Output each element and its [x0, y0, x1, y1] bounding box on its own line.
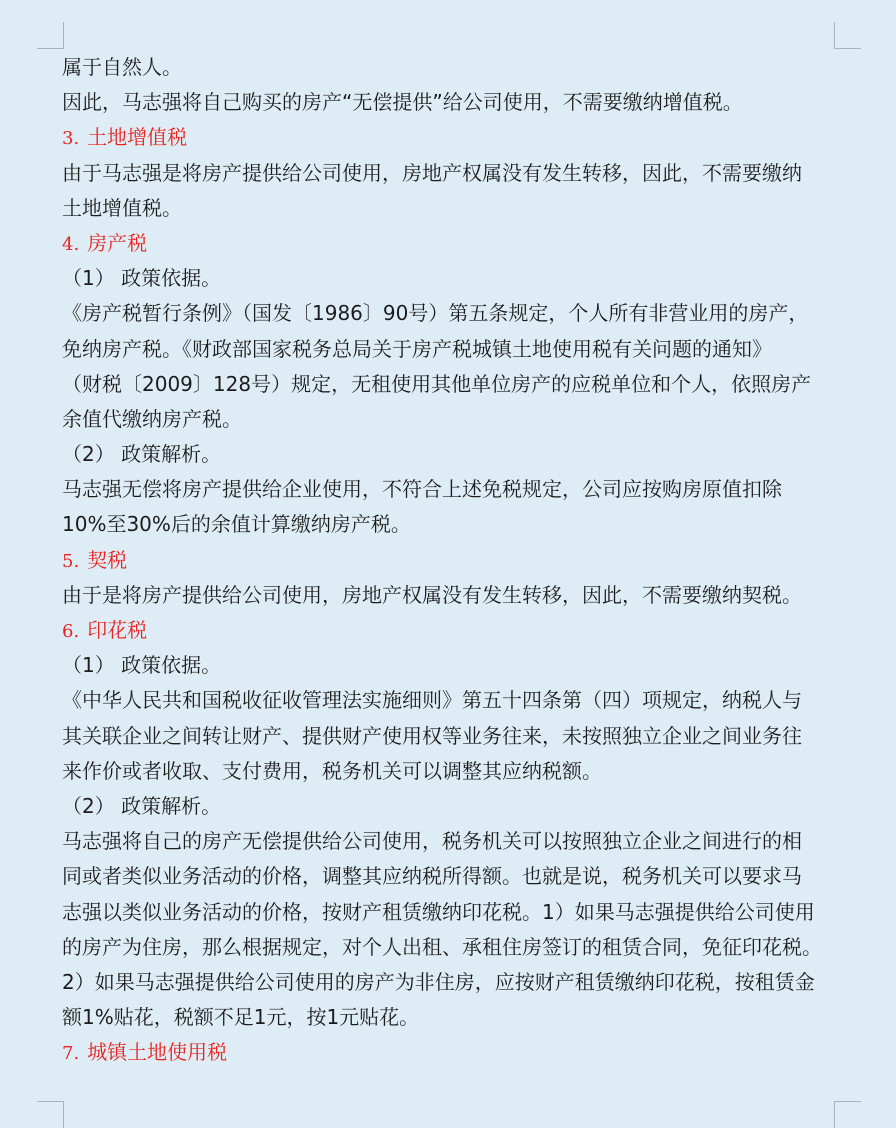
heading-number: 7. [62, 1043, 80, 1065]
body-line: 《中华人民共和国税收征收管理法实施细则》第五十四条第（四）项规定，纳税人与 [62, 688, 802, 713]
body-line: （2） 政策解析。 [62, 793, 222, 818]
body-line: 由于马志强是将房产提供给公司使用，房地产权属没有发生转移，因此，不需要缴纳 [62, 160, 802, 185]
body-line: 由于是将房产提供给公司使用，房地产权属没有发生转移，因此，不需要缴纳契税。 [62, 582, 802, 607]
heading-text: 房产税 [87, 230, 148, 255]
heading-number: 4. [62, 233, 80, 255]
heading-text: 土地增值税 [87, 125, 188, 150]
section-heading-property-tax [62, 226, 842, 261]
section-heading-deed-tax [62, 543, 842, 578]
section-heading-stamp-tax [62, 613, 842, 648]
heading-number: 3. [62, 128, 80, 150]
crop-mark-top-right [834, 22, 861, 49]
body-line: 免纳房产税。《财政部国家税务总局关于房产税城镇土地使用税有关问题的通知》 [62, 336, 772, 361]
section-heading-urban-land-use-tax [62, 1035, 842, 1070]
body-line: 2）如果马志强提供给公司使用的房产为非住房，应按财产租赁缴纳印花税，按租赁金 [62, 969, 815, 994]
heading-number: 6. [62, 621, 80, 642]
body-line: 来作价或者收取、支付费用，税务机关可以调整其应纳税额。 [62, 758, 602, 783]
body-line: 同或者类似业务活动的价格，调整其应纳税所得额。也就是说，税务机关可以要求马 [62, 864, 802, 889]
body-line: 10%至30%后的余值计算缴纳房产税。 [62, 512, 411, 537]
body-line: 额1%贴花，税额不足1元，按1元贴花。 [62, 1005, 420, 1030]
body-line: 马志强将自己的房产无偿提供给公司使用，税务机关可以按照独立企业之间进行的相 [62, 829, 802, 854]
body-line: （2） 政策解析。 [62, 442, 222, 467]
body-line: 因此，马志强将自己购买的房产“无偿提供”给公司使用，不需要缴纳增值税。 [62, 90, 743, 115]
body-line: 志强以类似业务活动的价格，按财产租赁缴纳印花税。1）如果马志强提供给公司使用 [62, 899, 815, 924]
heading-number: 5. [62, 550, 80, 572]
body-line: （财税〔2009〕128号）规定，无租使用其他单位房产的应税单位和个人，依照房产 [62, 371, 812, 396]
body-line: （1） 政策依据。 [62, 653, 222, 678]
crop-mark-bottom-left [37, 1101, 64, 1128]
heading-text: 城镇土地使用税 [87, 1040, 228, 1065]
body-line: 马志强无偿将房产提供给企业使用，不符合上述免税规定，公司应按购房原值扣除 [62, 477, 782, 502]
heading-text: 契税 [87, 547, 128, 572]
document-body[interactable] [62, 50, 842, 1070]
section-heading-land-value-added-tax [62, 120, 842, 155]
body-line: 属于自然人。 [62, 55, 182, 79]
body-line: 其关联企业之间转让财产、提供财产使用权等业务往来，未按照独立企业之间业务往 [62, 723, 802, 748]
heading-text: 印花税 [87, 618, 148, 642]
body-line: 土地增值税。 [62, 195, 182, 220]
crop-mark-bottom-right [834, 1101, 861, 1128]
body-line: 的房产为住房，那么根据规定，对个人出租、承租住房签订的租赁合同，免征印花税。 [62, 934, 822, 959]
body-line: （1） 政策依据。 [62, 266, 222, 291]
crop-mark-top-left [37, 22, 64, 49]
body-line: 余值代缴纳房产税。 [62, 406, 242, 431]
body-line: 《房产税暂行条例》（国发〔1986〕90号）第五条规定，个人所有非营业用的房产， [62, 301, 809, 326]
